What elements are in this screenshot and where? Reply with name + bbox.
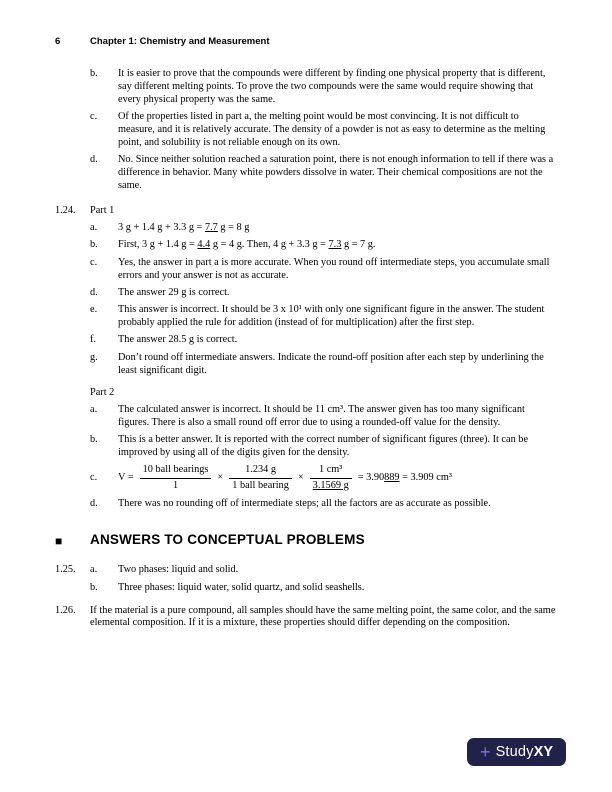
item-text: 3 g + 1.4 g + 3.3 g = 7.7 g = 8 g — [118, 221, 250, 233]
item-text: Three phases: liquid water, solid quartz, and solid seashells. — [118, 581, 365, 593]
problem-body — [90, 605, 557, 631]
section-heading-text: ANSWERS TO CONCEPTUAL PROBLEMS — [90, 532, 365, 548]
answer-item — [90, 154, 557, 193]
problem-1-24 — [55, 205, 557, 511]
problem-number: 1.24. — [55, 204, 76, 216]
item-label: c. — [90, 256, 98, 268]
item-label: b. — [90, 239, 98, 251]
answer-item — [90, 222, 557, 235]
item-text: Don’t round off intermediate answers. Indicate the round-off position after each step by underlining the least significant digit. — [118, 351, 544, 376]
fraction-mass-per-bearing — [229, 464, 292, 493]
item-text: The calculated answer is incorrect. It should be 11 cm³. The answer given has too many significant figures. There is also a small round off error due to using a rounded-off value for the density. — [118, 403, 525, 428]
item-text: The answer 29 g is correct. — [118, 286, 230, 298]
numerator: 1 cm³ — [310, 464, 352, 479]
item-label: a. — [90, 564, 98, 576]
problem-1-26 — [55, 605, 557, 631]
item-label: g. — [90, 351, 98, 363]
brand-xy-text: XY — [533, 743, 553, 760]
studyxy-logo — [467, 738, 566, 766]
answer-item — [90, 111, 557, 150]
item-label: b. — [90, 434, 98, 446]
item-label: f. — [90, 334, 97, 346]
item-label: d. — [90, 497, 98, 509]
item-text: Yes, the answer in part a is more accurate. When you round off intermediate steps, you accumulate small errors and your answer is not as accurate. — [118, 256, 550, 281]
problem-text: If the material is a pure compound, all samples should have the same melting point, the same color, and the same elemental composition. If it is a mixture, these properties should differ depending on the composition. — [90, 604, 556, 629]
volume-formula — [118, 464, 557, 493]
item-label: e. — [90, 304, 98, 316]
section-heading — [55, 532, 557, 549]
numerator: 1.234 g — [229, 464, 292, 479]
item-text: Of the properties listed in part a, the melting point would be most convincing. It is not difficult to measure, and it is relatively accurate. The density of a powder is not as easy to determine as the melting point, and solubility is not reliable enough on its own. — [118, 110, 546, 148]
page-header — [55, 36, 557, 48]
answer-item — [90, 564, 557, 577]
item-text: No. Since neither solution reached a saturation point, there is not enough information to tell if there was a difference in behavior. Many white powders dissolve in water. Their chemical compositions are not the same. — [118, 154, 554, 191]
numerator: 10 ball bearings — [140, 464, 212, 479]
item-text: The answer 28.5 g is correct. — [118, 334, 238, 346]
item-text: There was no rounding off of intermediate steps; all the factors are as accurate as possible. — [118, 497, 491, 509]
answer-item — [90, 582, 557, 595]
item-text: First, 3 g + 1.4 g = 4.4 g = 4 g. Then, 4 g + 3.3 g = 7.3 g = 7 g. — [118, 239, 376, 251]
answer-item — [90, 434, 557, 460]
answer-item-formula — [90, 464, 557, 493]
multiply-sign: × — [217, 472, 224, 484]
item-label: c. — [90, 110, 98, 122]
denominator: 3.1569 g — [312, 480, 349, 492]
part-1-label: Part 1 — [90, 204, 115, 216]
answer-item — [90, 498, 557, 511]
item-text: This answer is incorrect. It should be 3 x 10¹ with only one significant figure in the answer. The student probably applied the rule for addition (instead of for multiplication) after the first step. — [118, 304, 545, 329]
item-label: c. — [90, 472, 98, 484]
answer-item — [90, 287, 557, 300]
problem-body — [90, 205, 557, 511]
brand-study-text: Study — [495, 743, 534, 760]
fraction-ball-bearings — [140, 464, 212, 493]
part-2-label: Part 2 — [90, 386, 115, 398]
item-label: d. — [90, 286, 98, 298]
denominator: 1 ball bearing — [232, 480, 289, 492]
answer-item — [90, 304, 557, 330]
problem-1-25 — [55, 564, 557, 594]
problem-number: 1.26. — [55, 604, 76, 616]
fraction-volume-per-mass — [310, 464, 352, 493]
item-label: b. — [90, 67, 98, 79]
item-label: b. — [90, 581, 98, 593]
problem-number: 1.25. — [55, 564, 76, 576]
formula-lhs: V = — [118, 472, 134, 484]
item-label: a. — [90, 221, 98, 233]
answer-item — [90, 334, 557, 347]
intro-answers — [55, 68, 557, 193]
square-bullet-icon: ■ — [55, 533, 63, 548]
item-label: a. — [90, 403, 98, 415]
item-text: Two phases: liquid and solid. — [118, 564, 239, 576]
formula-result: = 3.90889 = 3.909 cm³ — [357, 472, 452, 484]
page-number: 6 — [55, 36, 61, 47]
answer-item — [90, 68, 557, 107]
item-text: This is a better answer. It is reported with the correct number of significant figures (three). It can be improved by using all of the digits given for the density. — [118, 434, 529, 458]
item-text: It is easier to prove that the compounds were different by finding one physical property that is different, say different melting points. To prove the two compounds were the same would require showing that every physical property was the same. — [118, 67, 546, 105]
denominator: 1 — [172, 480, 179, 492]
plus-icon: + — [480, 742, 491, 762]
multiply-sign: × — [297, 472, 304, 484]
problem-body — [90, 564, 557, 594]
answer-item — [90, 352, 557, 378]
item-label: d. — [90, 154, 98, 166]
answer-item — [90, 404, 557, 430]
chapter-title: Chapter 1: Chemistry and Measurement — [90, 36, 270, 47]
answer-item — [90, 239, 557, 252]
answer-item — [90, 257, 557, 283]
